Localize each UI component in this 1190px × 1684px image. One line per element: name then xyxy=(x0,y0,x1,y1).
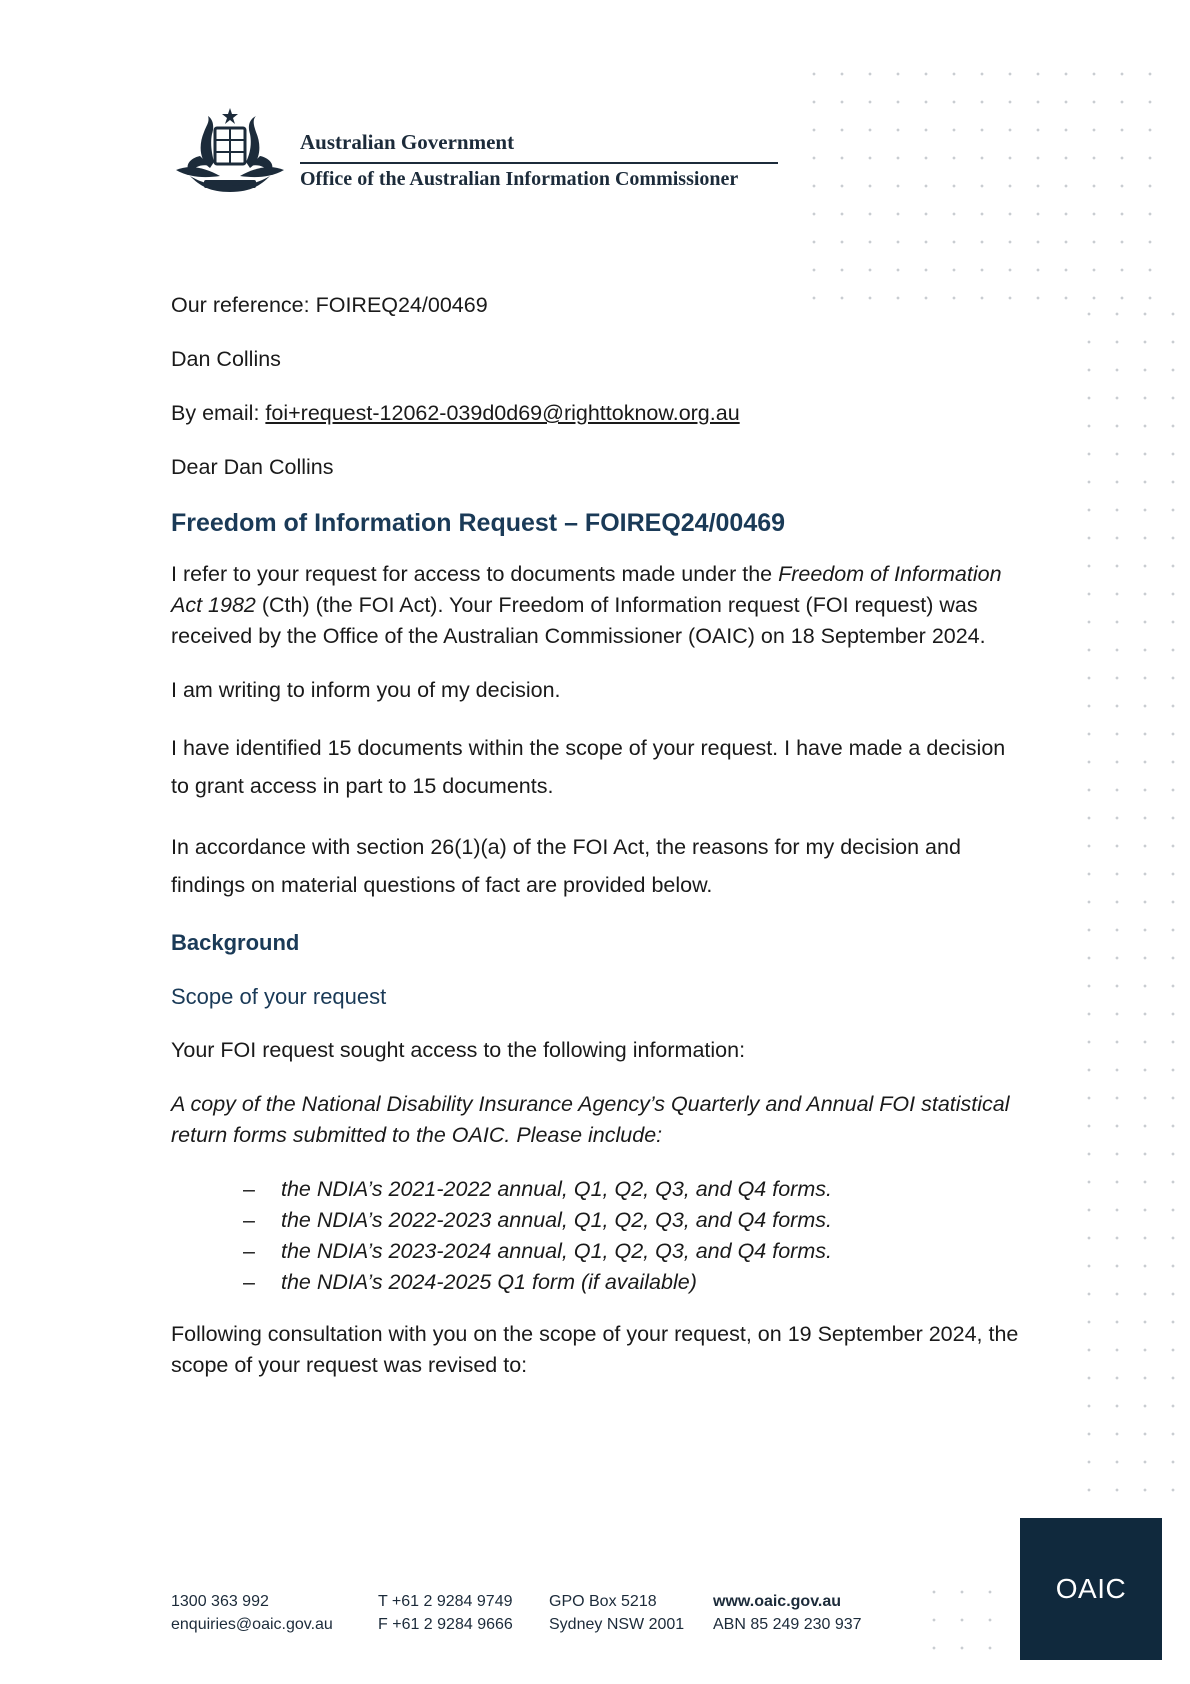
government-name: Australian Government xyxy=(300,130,515,154)
sought-paragraph: Your FOI request sought access to the following information: xyxy=(171,1038,746,1062)
intro-text-2: (Cth) (the FOI Act). Your Freedom of Information request (FOI request) was received by the Office of the Australian Commissioner (OAIC) on 18 September 2024. xyxy=(171,593,986,648)
office-name: Office of the Australian Information Commissioner xyxy=(300,168,739,190)
decision-paragraph: I am writing to inform you of my decision. xyxy=(171,678,561,702)
letterhead-divider xyxy=(300,162,778,164)
decorative-dot-grid-footer xyxy=(920,1578,1015,1658)
scope-heading: Scope of your request xyxy=(171,984,387,1009)
decorative-dot-grid xyxy=(800,60,1160,300)
request-quote: A copy of the National Disability Insurance Agency’s Quarterly and Annual FOI statistical return forms submitted to the OAIC. Please include: xyxy=(171,1092,1010,1147)
footer-abn: ABN 85 249 230 937 xyxy=(713,1616,862,1633)
footer-web xyxy=(713,1590,862,1636)
letter-title: Freedom of Information Request – FOIREQ24/00469 xyxy=(171,509,786,537)
footer-website-link[interactable]: www.oaic.gov.au xyxy=(713,1593,842,1610)
footer-city: Sydney NSW 2001 xyxy=(549,1616,685,1633)
scope-list xyxy=(243,1174,1021,1298)
email-line xyxy=(171,398,1021,429)
list-item: – the NDIA’s 2024-2025 Q1 form (if available) xyxy=(243,1267,1021,1298)
oaic-logo-badge xyxy=(1020,1518,1162,1660)
salutation: Dear Dan Collins xyxy=(171,455,334,479)
revised-paragraph: Following consultation with you on the scope of your request, on 19 September 2024, the scope of your request was revised to: xyxy=(171,1322,1019,1377)
coat-of-arms-icon xyxy=(170,106,290,198)
list-item: – the NDIA’s 2023-2024 annual, Q1, Q2, Q3, and Q4 forms. xyxy=(243,1236,1021,1267)
footer-contact xyxy=(171,1590,333,1636)
footer-telephone xyxy=(378,1590,513,1636)
reference-line: Our reference: FOIREQ24/00469 xyxy=(171,293,488,317)
footer-address xyxy=(549,1590,684,1636)
identified-paragraph: I have identified 15 documents within the scope of your request. I have made a decision to grant access in part to 15 documents. xyxy=(171,736,1006,798)
email-prefix: By email: xyxy=(171,401,266,425)
reasons-paragraph: In accordance with section 26(1)(a) of the FOI Act, the reasons for my decision and findings on material questions of fact are provided below. xyxy=(171,835,961,897)
intro-paragraph xyxy=(171,559,1021,652)
list-item: – the NDIA’s 2022-2023 annual, Q1, Q2, Q3, and Q4 forms. xyxy=(243,1205,1021,1236)
letter-body xyxy=(171,290,1021,1404)
footer-enquiries-email[interactable]: enquiries@oaic.gov.au xyxy=(171,1616,333,1633)
act-name: Freedom of Information Act 1982 xyxy=(171,562,1002,617)
footer-fax: F +61 2 9284 9666 xyxy=(378,1616,513,1633)
background-heading: Background xyxy=(171,930,300,955)
decorative-dot-grid-side xyxy=(1075,300,1175,1500)
footer-po-box: GPO Box 5218 xyxy=(549,1593,657,1610)
intro-text-1: I refer to your request for access to documents made under the xyxy=(171,562,779,586)
badge-text: OAIC xyxy=(1055,1573,1127,1604)
footer-phone: 1300 363 992 xyxy=(171,1593,269,1610)
recipient-email-link[interactable]: foi+request-12062-039d0d69@righttoknow.org.au xyxy=(265,401,740,425)
footer-tel: T +61 2 9284 9749 xyxy=(378,1593,513,1610)
letterhead xyxy=(170,106,790,202)
recipient-name: Dan Collins xyxy=(171,347,281,371)
list-item: – the NDIA’s 2021-2022 annual, Q1, Q2, Q3, and Q4 forms. xyxy=(243,1174,1021,1205)
